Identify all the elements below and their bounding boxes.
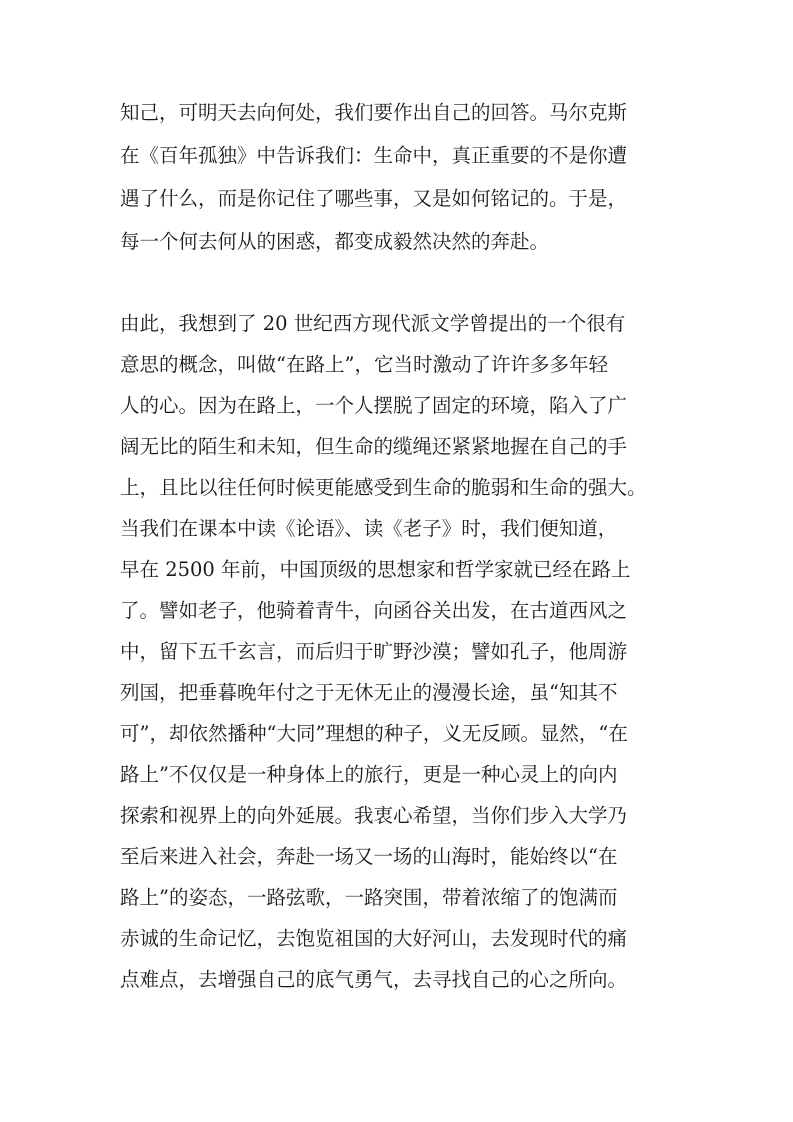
text-line: 赤诚的生命记忆，去饱览祖国的大好河山，去发现时代的痛: [120, 927, 628, 950]
text-line: 在《百年孤独》中告诉我们：生命中，真正重要的不是你遭: [120, 144, 628, 167]
text-line: 点难点，去增强自己的底气勇气，去寻找自己的心之所向。: [120, 968, 628, 991]
text-line: 当我们在课本中读《论语》、读《老子》时，我们便知道，: [120, 517, 618, 540]
text-line: 意思的概念，叫做“在路上”，它当时激动了许许多多年轻: [120, 353, 608, 376]
text-line: 可”，却依然播种“大同”理想的种子，义无反顾。显然，“在: [120, 722, 628, 745]
text-line: 中，留下五千玄言，而后归于旷野沙漠；譬如孔子，他周游: [120, 640, 628, 663]
text-line: 了。譬如老子，他骑着青牛，向函谷关出发，在古道西风之: [120, 599, 628, 622]
text-line: 至后来进入社会，奔赴一场又一场的山海时，能始终以“在: [120, 845, 618, 868]
text-line: 由此，我想到了 20 世纪西方现代派文学曾提出的一个很有: [120, 312, 626, 335]
text-line: 知己，可明天去向何处，我们要作出自己的回答。马尔克斯: [120, 101, 628, 124]
text-line: 上，且比以往任何时候更能感受到生命的脆弱和生命的强大。: [120, 476, 647, 499]
text-line: 阔无比的陌生和未知，但生命的缆绳还紧紧地握在自己的手: [120, 435, 628, 458]
text-line: 遇了什么，而是你记住了哪些事，又是如何铭记的。于是，: [120, 187, 628, 210]
text-line: 探索和视界上的向外延展。我衷心希望，当你们步入大学乃: [120, 804, 628, 827]
text-line: 路上”的姿态，一路弦歌，一路突围，带着浓缩了的饱满而: [120, 886, 618, 909]
text-line: 列国，把垂暮晚年付之于无休无止的漫漫长途，虽“知其不: [120, 681, 618, 704]
text-line: 早在 2500 年前，中国顶级的思想家和哲学家就已经在路上: [120, 558, 631, 581]
text-line: 每一个何去何从的困惑，都变成毅然决然的奔赴。: [120, 230, 550, 253]
text-line: 人的心。因为在路上，一个人摆脱了固定的环境，陷入了广: [120, 394, 628, 417]
text-line: 路上”不仅仅是一种身体上的旅行，更是一种心灵上的向内: [120, 763, 618, 786]
